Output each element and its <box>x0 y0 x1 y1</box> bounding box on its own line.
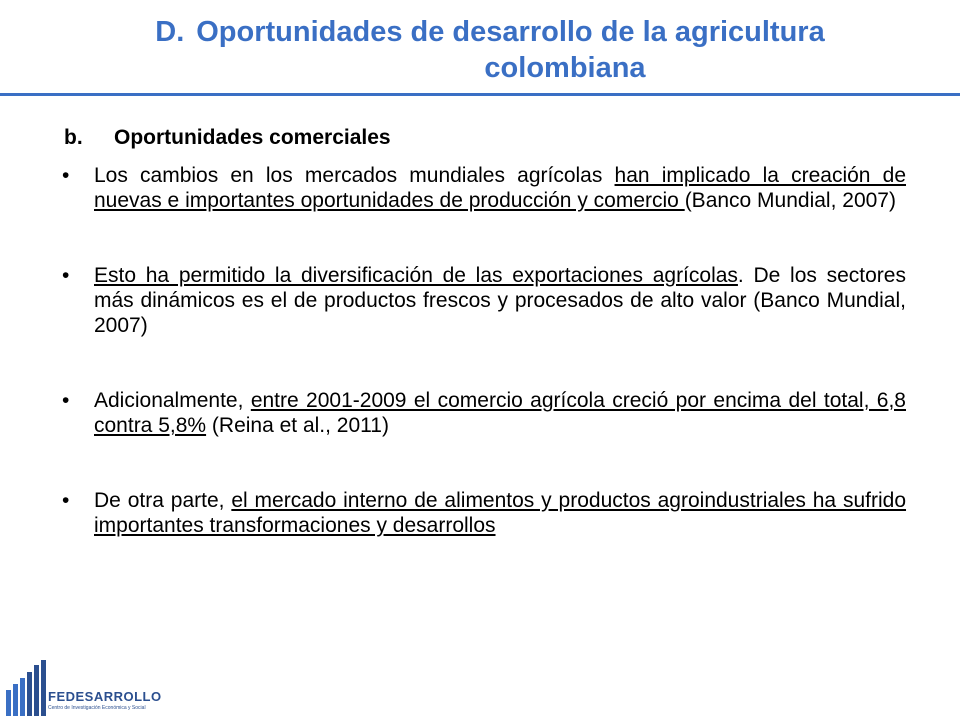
fedesarrollo-logo <box>4 660 204 718</box>
bullet-text: . De los sectores más dinámicos es el de productos frescos y procesados de alto valor (Banco Mundial, 2007) <box>94 264 906 337</box>
bullet-text: De otra parte, <box>94 489 232 512</box>
subheading-letter: b. <box>64 126 83 149</box>
bullet-item <box>60 163 906 213</box>
bullet-icon: • <box>62 164 70 187</box>
logo-name: FEDESARROLLO <box>48 689 162 704</box>
slide-title <box>60 14 920 86</box>
title-line1: Oportunidades de desarrollo de la agricultura <box>196 16 825 48</box>
bullet-text: Adicionalmente, <box>94 389 251 412</box>
title-letter: D. <box>155 16 185 48</box>
title-divider <box>0 93 960 96</box>
title-line2: colombiana <box>484 52 646 84</box>
bullet-underlined-text: han implicado la creación de nuevas e importantes oportunidades de producción y comercio <box>94 164 906 212</box>
bullet-underlined-text: entre 2001-2009 el comercio agrícola creció por encima del total, 6,8 contra 5,8% <box>94 389 906 437</box>
section-subheading <box>64 126 391 150</box>
bullet-underlined-text: Esto ha permitido la diversificación de las exportaciones agrícolas <box>94 264 738 287</box>
logo-bars-icon <box>4 660 48 718</box>
bullet-text: Los cambios en los mercados mundiales agrícolas <box>94 164 615 187</box>
bullet-list <box>60 163 906 588</box>
bullet-icon: • <box>62 389 70 412</box>
subheading-text: Oportunidades comerciales <box>114 126 391 149</box>
bullet-text: (Reina et al., 2011) <box>206 414 389 437</box>
bullet-underlined-text: el mercado interno de alimentos y productos agroindustriales ha sufrido importantes transformaciones y desarrollos <box>94 489 907 537</box>
bullet-item <box>60 388 906 438</box>
logo-tagline: Centro de Investigación Económica y Social <box>48 705 146 711</box>
bullet-item <box>60 488 906 538</box>
bullet-item <box>60 263 906 338</box>
bullet-icon: • <box>62 489 70 512</box>
bullet-icon: • <box>62 264 70 287</box>
bullet-text: (Banco Mundial, 2007) <box>684 189 896 212</box>
